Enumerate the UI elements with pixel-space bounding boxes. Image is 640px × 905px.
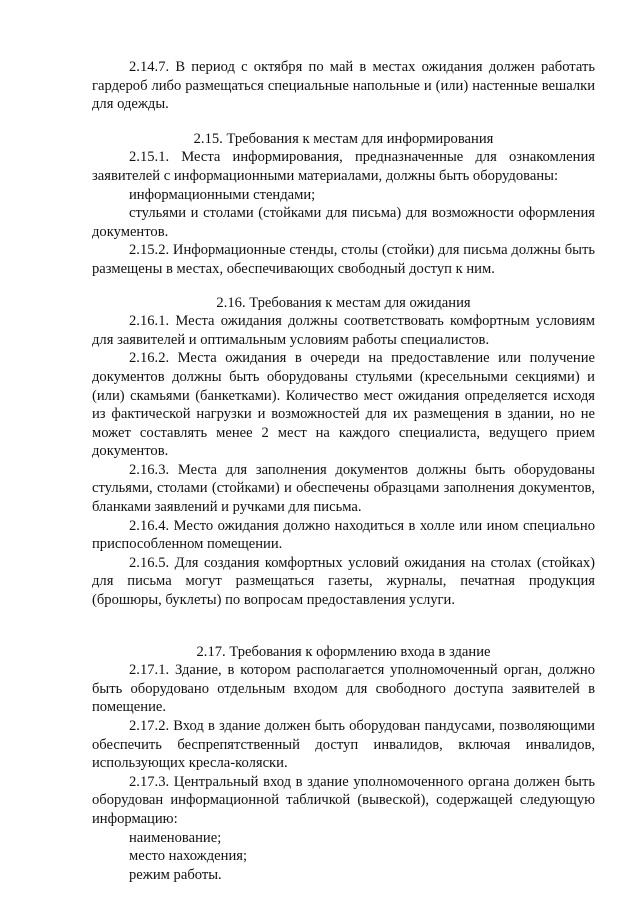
paragraph-2-16-1: 2.16.1. Места ожидания должны соответствовать комфортным условиям для заявителей и оптимальным условиям работы специалистов. — [92, 313, 595, 348]
spacer — [92, 114, 595, 130]
paragraph-2-14-7: 2.14.7. В период с октября по май в местах ожидания должен работать гардероб либо размещаться специальные напольные и (или) настенные вешалки для одежды. — [92, 59, 595, 113]
paragraph-2-15-2: 2.15.2. Информационные стенды, столы (стойки) для письма должны быть размещены в местах, обеспечивающих свободный доступ к ним. — [92, 242, 595, 277]
paragraph-2-16-2: 2.16.2. Места ожидания в очереди на предоставление или получение документов должны быть оборудованы стульями (кресельными секциями) и (или) скамьями (банкетками). Количество мест ожидания определяется исходя из фактической нагрузки и возможностей для их размещения в здании, но не может составлять менее 2 мест на каждого специалиста, ведущего прием документов. — [92, 350, 595, 460]
spacer — [92, 610, 595, 643]
paragraph-2-16-5: 2.16.5. Для создания комфортных условий ожидания на столах (стойках) для письма могут размещаться газеты, журналы, печатная продукция (брошюры, буклеты) по вопросам предоставления услуги. — [92, 554, 595, 609]
list-item-hours: режим работы. — [129, 866, 222, 883]
list-item-info-stands: информационными стендами; — [129, 186, 316, 203]
paragraph-2-17-1: 2.17.1. Здание, в котором располагается уполномоченный орган, должно быть оборудовано отдельным входом для свободного доступа заявителей в помещение. — [92, 662, 595, 716]
list-item-location: место нахождения; — [129, 848, 248, 865]
paragraph-2-16-3: 2.16.3. Места для заполнения документов должны быть оборудованы стульями, столами (стойками) и обеспечены образцами заполнения документов, бланками заявлений и ручками для письма. — [92, 461, 595, 516]
spacer — [92, 279, 595, 294]
paragraph-2-15-1: 2.15.1. Места информирования, предназначенные для ознакомления заявителей с информационными материалами, должны быть оборудованы: — [92, 149, 595, 184]
paragraph-2-17-3: 2.17.3. Центральный вход в здание уполномоченного органа должен быть оборудован информационной табличкой (вывеской), содержащей следующую информацию: — [92, 773, 595, 827]
heading-2-15: 2.15. Требования к местам для информирования — [193, 130, 494, 147]
document-page — [92, 58, 595, 884]
heading-2-17: 2.17. Требования к оформлению входа в здание — [196, 643, 491, 660]
paragraph-2-17-2: 2.17.2. Вход в здание должен быть оборудован пандусами, позволяющими обеспечить беспрепятственный доступ инвалидов, включая инвалидов, использующих кресла-коляски. — [92, 718, 595, 772]
list-item-chairs-tables — [92, 204, 595, 241]
paragraph-2-16-4: 2.16.4. Место ожидания должно находиться в холле или ином специально приспособленном помещении. — [92, 517, 595, 553]
heading-2-16: 2.16. Требования к местам для ожидания — [216, 294, 471, 311]
list-item-chairs-tables-text: стульями и столами (стойками для письма) для возможности оформления документов. — [92, 205, 595, 240]
list-item-name: наименование; — [129, 829, 222, 846]
